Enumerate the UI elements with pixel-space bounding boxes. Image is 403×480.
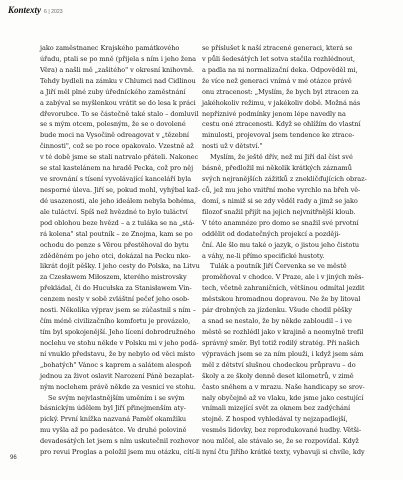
- text-line: činnosti", což se po roce opakovalo. Vzestně až: [40, 142, 194, 151]
- text-line: vesměs lidovky, bez reprodukované hudby. Větši-: [202, 426, 362, 435]
- text-line: a padla na ni normalizační deka. Odpověděl mi,: [202, 65, 358, 74]
- text-line: nosti. Několika výprav jsem se zúčastnil s ním –: [40, 306, 196, 315]
- text-line: bude moci na Vysočině odreagovat v „tězební: [40, 131, 189, 140]
- text-line: ve srovnání s tísení vyvolávající kanceláří byla: [40, 175, 192, 184]
- text-line: a váhy, ne-li přímo specifické hustoty.: [202, 251, 325, 260]
- text-line: měl z dětství slušnou chodeckou průpravu – do: [202, 360, 356, 369]
- text-line: Tehdy bydleli na zámku v Chlumci nad Cidlinou: [40, 76, 196, 85]
- text-line: nepříznivé podmínky jenom lépe navedly na: [202, 109, 346, 118]
- text-line: pro revui Proglas a položil jsem mu otázku, cítí-li: [40, 448, 201, 457]
- page-number: 96: [10, 455, 17, 461]
- text-line: se s mým otcem, polesným, že se o dovolené: [40, 120, 186, 129]
- text-line: zděděném po jeho otci, dokázal na Pecku nko-: [40, 251, 191, 260]
- text-line: svých nejranějších zážitků z znekličďujících obraz-: [202, 175, 367, 184]
- text-line: nou mlčel, ale stávalo se, že se rozpovídal. Když: [202, 437, 359, 446]
- text-line: ným noclehem právě někde za vesnicí ve stohu.: [40, 382, 196, 391]
- journal-title: Kontexty: [8, 5, 41, 15]
- text-line: a snad se nestalo, že by někde zabloudil – i ve: [202, 317, 352, 326]
- right-column: [202, 43, 367, 458]
- text-line: dé usazenosti, ale jeho ideálem nebyla bohéma,: [40, 196, 196, 205]
- text-line: pod oblohou beze hvězd – a z tuláka se na „stá-: [40, 218, 195, 227]
- text-line: často sněhem a v mrazu. Naše handicapy se srov-: [202, 382, 365, 391]
- text-line: básně, předložil mi několik krátkých záznamů: [202, 164, 352, 173]
- text-line: vnímali mizející svět za oknem bez zadýchání: [202, 404, 351, 413]
- text-line: výpravách jsem se za ním plouži, i když jsem sám: [202, 349, 364, 358]
- text-line: školy a ze školy denně deset kilometrů, v zimě: [202, 371, 354, 380]
- text-line: ní vnuklo představu, že by nebylo od věci místo: [40, 349, 195, 358]
- text-line: jednou za život oslavit Narození Páně bezaplat-: [40, 371, 195, 380]
- text-line: pár drobných za jízdenku. Všude chodil pěšky: [202, 306, 352, 315]
- text-line: onu ztracenost: „Myslím, že bych byl ztracen za: [202, 87, 359, 96]
- text-line: v půli šedesátých let sotva stačila rozhlédnout,: [202, 54, 355, 63]
- issue-number: 6 | 2023: [44, 9, 63, 15]
- text-line: ochodu do penze s Věrou přestěhoval do bytu: [40, 240, 189, 249]
- left-column: [40, 43, 200, 458]
- text-line: stejně. Z hospod vyhledával ty nejzapadlejší,: [202, 415, 348, 424]
- text-line: jakéhokoliv režimu, v jakékoliv době. Možná nás: [202, 98, 361, 107]
- text-line: a zabýval se myšlenkou vrátit se do lesa k práci: [40, 98, 196, 107]
- text-line: čím méně civilizačního komfortu je provázelo,: [40, 317, 191, 326]
- text-line: a Jiří měl plné zuby úředníckého zaměstnání: [40, 87, 186, 96]
- text-line: jako zaměstnanec Krajského památkového: [40, 44, 180, 52]
- text-line: Věra) a našli mě „zašitého" v okresní knihovně.: [40, 65, 194, 74]
- text-line: rá kolena" stal poutník – ze Znojma, kam se po: [40, 229, 193, 238]
- text-line: v té době jsme se stali natrvalo přáteli. Nakonec: [40, 153, 199, 162]
- text-line: tím byl spokojenější. Jeho lícení dobrodružného: [40, 327, 196, 336]
- text-line: domí, s nimiž si se zdy věděl rady a jimž se jako: [202, 196, 358, 205]
- text-line: „bohatých" Vánoc s kaprem a salátem alespoň: [40, 360, 192, 369]
- text-line: se stal kastelánem na hradě Pecka, což pro něj: [40, 164, 194, 173]
- text-line: městě se rozhlédl jako v krajině a neomylně trefil: [202, 327, 364, 336]
- text-line: cestu oné ztracenosti. Když se ohlížím do vlastní: [202, 120, 361, 129]
- text-line: nesporné úleva. Jiří se, pokud mohl, vyhýbal kaž-: [40, 185, 201, 194]
- text-line: ale tuláctví. Spíš než hvězdné to bylo tuláctví: [40, 207, 188, 216]
- text-line: cenzem nesly v sobě zvláštní pečeť jeho osob-: [40, 295, 190, 304]
- text-line: devadesátých let jsem s ním uskutečnil rozhovor: [40, 437, 200, 446]
- text-line: nosti už v dětství.": [202, 142, 263, 151]
- text-line: oddělit od dodatečných projekcí a později-: [202, 229, 341, 238]
- text-line: filozof snažil přijít na jejich nejvnitřnější kloub.: [202, 207, 356, 216]
- text-line: správný směr. Byl totiž rodilý stratég. Při našich: [202, 338, 360, 347]
- text-line: dřevorubce. To se částečně také stalo – domluvil: [40, 109, 199, 118]
- text-line: pický. První knížka nazvaná Paměť okamžiku: [40, 415, 187, 424]
- text-line: se příslušet k naší ztracené generaci, která se: [202, 44, 353, 52]
- text-line: V této anamnéze pro domo se snažil své prvotní: [202, 218, 359, 227]
- text-line: básnickým údělem byl Jiří přinejmenším aty-: [40, 404, 186, 413]
- text-line: mu vyšla až po padesátce. Ve druhé polovině: [40, 426, 187, 435]
- text-line: městskou hromadnou dopravou. Ne že by litoval: [202, 295, 361, 304]
- text-line: Myslím, že ještě dřív, než mi Jiří dal číst své: [210, 153, 353, 162]
- text-line: ců, jež mu jeho vnitřní mohe vyrchlo na břeh vě-: [202, 185, 361, 194]
- text-line: likrát dojít pěšky. I jeho cesty do Polska, na Litvu: [40, 262, 200, 271]
- text-line: Tulák a poutník Jiří Červenka se ve městě: [210, 262, 347, 271]
- text-line: ční. Ale šlo mu také o jazyk, o jistou jeho čistotu: [202, 240, 360, 249]
- text-line: Se svým nejvlastnějším uměním i se svým: [48, 393, 185, 402]
- text-line: že více než generaci vnímá v mé otázce právě: [202, 76, 352, 85]
- text-line: za Czesławem Miłoszem, kterého mistrovsky: [40, 273, 187, 282]
- text-line: úřadu, ptali se po mně (přijela s ním i jeho žena: [40, 54, 197, 63]
- text-line: překládal, či do Hucułska za Stanisławem Vin-: [40, 284, 192, 293]
- text-line: noclehu ve stohu někde v Polsku mi v jeho podá-: [40, 338, 199, 347]
- text-line: tech, včetně zahraničních, většinou odmítal jezdit: [202, 284, 365, 293]
- text-line: minulosti, projevoval jsem tendence ke ztrace-: [202, 131, 355, 140]
- running-header: [8, 5, 63, 19]
- text-line: naly obyčejně až ve vlaku, kde jsme jako cestující: [202, 393, 364, 402]
- text-line: nyní čtu Jiřího krátké texty, vybavuji si chvíle, kdy: [202, 448, 365, 457]
- text-line: proměňoval v chodce. V Praze, ale i v jiných měs-: [202, 273, 364, 282]
